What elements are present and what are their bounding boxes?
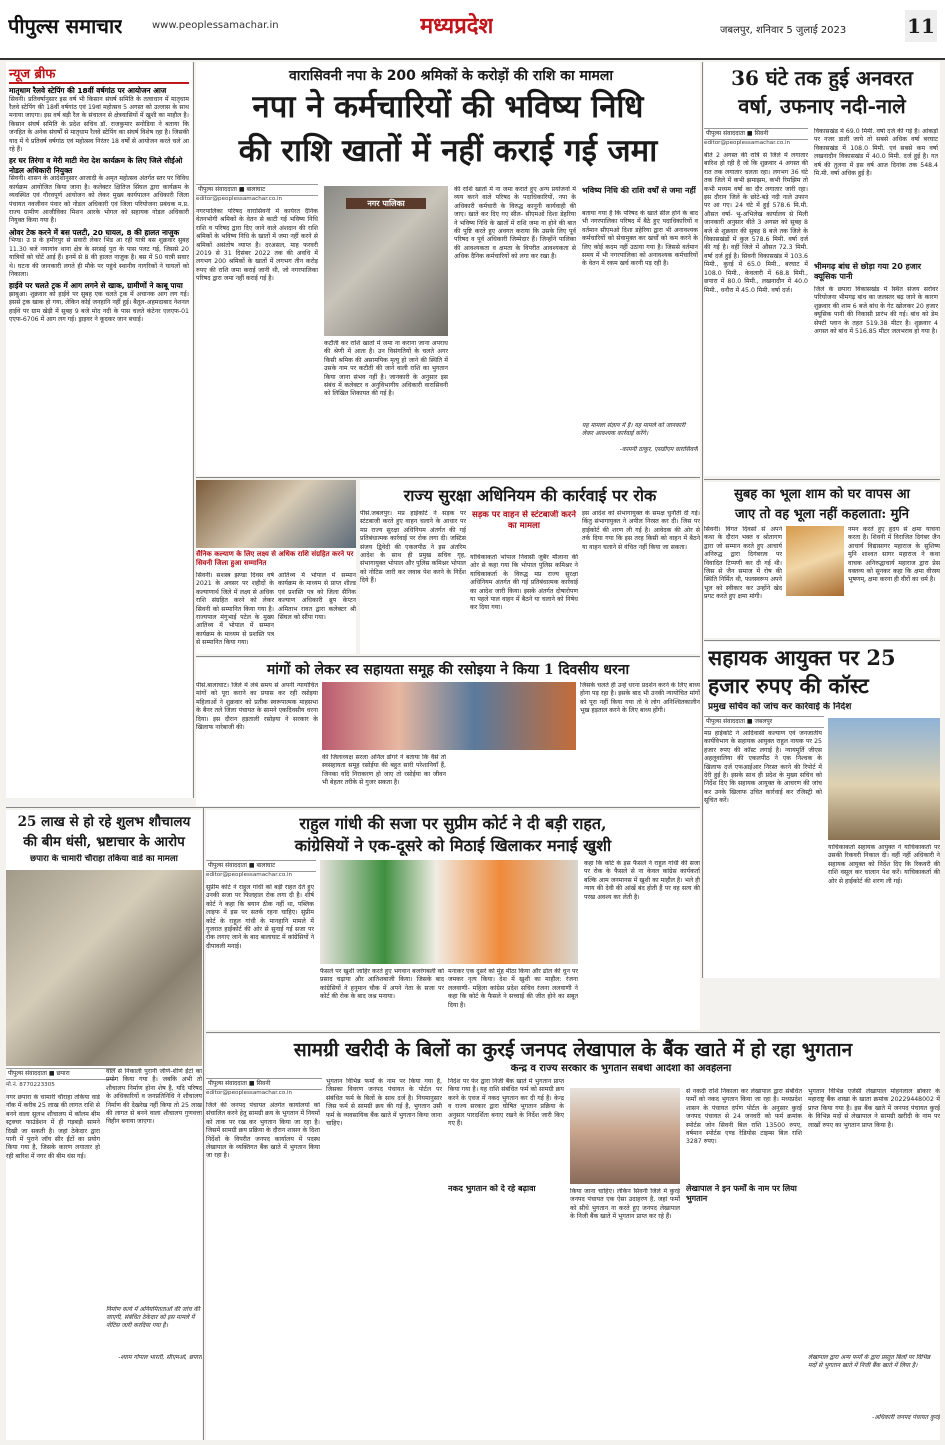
row-rule [196,477,700,478]
nsa-headline: राज्य सुरक्षा अधिनियम की कार्रवाई पर रोक [403,486,657,505]
brief-headline: मातृधाम रैलवे स्टेपिंग की 18वीं वर्षगांठ पर आयोजन आज [9,86,167,95]
lead-quote-author: -कामनी ठाकुर, एसडीएम वारासिवनी [619,446,698,453]
column-rule [702,62,703,978]
brief-item [9,281,189,324]
column-rule [193,62,194,798]
brief-body: सिवनी। शासन के आदेशानुसार आजादी के अमृत महोत्सव अंतर्गत स्तर पर विविध कार्यक्रम आयोजित किया जाना है। कलेक्टर क्षितिज सिंघल द्वारा कार्यक्रम के व्यवस्थित एवं गौरवपूर्ण आयोजन को लेकर मुख्य कार्यपालन अधिकारी जिला पंचायत नवजीवन पंवार को नोडल अधिकारी एवं जिला परियोजना प्रबंधक म.प्र. राज्य ग्रामीण आजीविका मिशन आरके भोगल को सहायक नोडल अधिकारी नियुक्त किया गया है। [9,175,189,225]
dharna-story [196,658,700,806]
janpad-story [206,1034,940,1440]
dateline: जबलपुर, शनिवार 5 जुलाई 2023 [720,25,847,36]
toilet-phone: मो.नं. 8770223305 [6,1082,55,1088]
lead-story [196,62,700,476]
news-brief-column [6,62,192,798]
brief-headline: ओवर टेक करने में बस पलटी, 20 घायल, 8 की हालत नाजुक [9,227,180,237]
news-brief-label: न्यूज ब्रीफ [9,64,189,84]
toilet-headline-2: की बीम धंसी, भ्रष्टाचार के आरोप [23,834,185,850]
assistant-headline-1: सहायक आयुक्त पर 25 [708,645,896,670]
toilet-photo [6,870,202,1066]
brief-body: भिण्ड। उ प्र के हमीरपुर से सवारी लेकर भिंड आ रही यात्री बस शुक्रवार सुबह 11.30 बजे नयागांव थाना क्षेत्र के सरसई पुरा के पास पलट गई, जिससे 20 यात्रियों को चोटें आई हैं। इनमें से 8 की हालत नाजुक है। बस में 50 यात्री सवार थे। घटना की जानकारी लगते ही मौके पर पहुंचे स्थानीय नागरिकों ने घायलों को निकाला। [9,237,189,278]
masthead [0,0,945,60]
rain-byline: पीपुल्स संवाददाता ■ सिवनी [704,128,808,140]
assistant-byline: पीपुल्स संवाददाता ■ जबलपुर [704,716,824,728]
brief-body: सिवनी। प्रतिवर्षानुसार इस वर्ष भी किसान संघर्ष समिति के तत्वाधान में मातृधाम रैलवे स्टेपिंग की 18वीं वर्षगांठ एवं 19वां महोत्सव 5 अगस्त को उल्लास के साथ मनाया जाएगा। इस वर्ष बड़ी रैल के संचालन से क्षेत्रवासियों में खुशी का माहौल है। किसान संघर्ष समिति के प्रदेश सचिव डॉ. राजकुमार सनोडिया ने बताया कि जनहित के अनेक संघर्षों से मातृधाम रैलवे स्टेपिंग का संघर्ष विशेष रहा है। जिसकी याद में ये प्रतिवर्ष वर्षगांठ एवं महोत्सव निरंतर 18 वर्षों से आयोजन करते चले आ रहे हैं। [9,95,189,153]
brief-headline: हाईवे पर चलते ट्रक में आग लगने से खाक, ग्रामीणों ने काबू पाया [9,281,183,291]
rain-sidebar-body: जिले के छपारा विकासखंड में स्थित संजय सरोवर परियोजना भीमगढ़ बांध का जलस्तर बढ़ जाने के कारण शुक्रवार की शाम 6 बजे बांध के गेट खोलकर 20 हजार क्यूसिक पानी की निकासी प्रारंभ की गई। बांध को डेम सेफ्टी प्लान के तहत 519.38 मीटर है। शुक्रवार 4 अगस्त को बांध में 516.85 मीटर जलभराव हो गया है। [814,286,938,336]
janpad-byline: पीपुल्स संवाददाता ■ सिवनी [206,1078,322,1090]
rahul-headline-1: राहुल गांधी की सजा पर सुप्रीम कोर्ट ने दी बड़ी राहत, [299,814,607,833]
nsa-body-2: यांचिकाकर्ता भोपाल निवासी जुबैर मौलाना की ओर से कहा गया कि भोपाल पुलिस कमिश्नर ने याचिकाकर्ता के विरुद्ध मप्र राज्य सुरक्षा अधिनियम अंतर्गत की गई प्रतिबंधात्मक कार्रवाई का आदेश जारी किया। इसके अंतर्गत दोषारोपण या पहले पाल वाहन में बैठने या चलाने को निषेध कर दिया गया। [470,554,578,612]
court-photo [828,718,940,840]
brief-body: झाबुआ। शुक्रवार को हाईवे पर सुबह एक चलते ट्रक में अचानक आग लग गई। इससे ट्रक खाक हो गया, लेकिन कोई जनहानि नहीं हुई। बैतूल-अहमदाबाद नेशनल हाईवे पर ग्राम खेड़ी में सुबह 9 बजे मोद नदी के पास चलते कंटेनर एलएफ-01 एएफ-6706 में आग लग गई। ड्राइवर ने कूदकर जान बचाई। [9,290,189,324]
assistant-body-2: याचिकाकर्ता सहायक आयुक्त ने याचिकाकर्ता पर उसकी रिकवरी निकाल दी। वहीं नहीं अधिकारी ने सहायक आयुक्त को निर्देश दिए कि रिकवरी की राशि वसूल कर चालान पेश करें। याचिकाकर्ता की ओर से हाईकोर्ट की शरण ली गई। [828,844,940,885]
dharna-headline: मांगों को लेकर स्व सहायता समूह की रसोइया ने किया 1 दिवसीय धरना [266,662,630,678]
janpad-photo [570,1088,680,1184]
janpad-body-1: जिले की जनपद पंचायत अंतर्गत कार्यालयों को संचालित करने हेतु सामग्री क्रय के भुगतान में नियमों को ताक पर रख कर भुगतान किया जा रहा है। जिसमें सामग्री क्रय प्रक्रिया के दौरान शासन के दिशा निर्देशों के विपरीत जनपद कार्यालय में पदस्थ लेखापाल के व्यक्तिगत बैंक खाते में भुगतान किया जा रहा है। [206,1102,320,1160]
rahul-story [206,810,700,1030]
lead-body-1: नगरपालिका परिषद वारासिवनी में कार्यरत दैनिक वेतनभोगी श्रमिकों के वेतन से काटी गई भविष्य निधि राशि व परिषद द्वारा दिए जाने वाले अंशदान की राशि श्रमिकों के भविष्य निधि के खातों में जमा नहीं करने से श्रमिकों असंतोष व्याप्त है। दरअसल, माह फरवरी 2019 से 31 दिसंबर 2022 तक की अवधि में लगभग 200 श्रमिकों के खातों में लगभग तीन करोड़ रुपए की राशि जमा कराई जानी थी, जो नगरपालिका परिषद द्वारा जमा नहीं कराई गई है। [196,208,318,283]
lead-body-2: कटौती कर राशि खातों में जमा ना कराना जाना अपराध की श्रेणी में आता है। उन विसंगतियों के चलते अगर किसी श्रमिक की असामयिक मृत्यु हो जाने की स्थिति में उसके नाम पर कटौती की जाने वाली राशि का भुगतान किया जाना संभव नहीं है। जानकारी के अनुसार इस संबंध में कलेक्टर व अनुविभागीय अधिकारी वारासिवनी को लिखित शिकायत की गई है। [324,340,448,398]
janpad-subhead: केन्द्र व राज्य सरकार के भुगतान संबंधी आदेशों की अवहेलना [510,1064,732,1074]
toilet-body-2: वाल से निकाली पुरानी जीर्ण-शीर्ण ईंटों का प्रयोग किया गया है। जबकि अभी तो शौचालय निर्माण होना शेष है, यदि परिषद के अधिकारियों व जनप्रतिनिधि ने शौचालय निर्माण की देखरेख नहीं किया तो 25 लाख की लागत से बनने वाला शौचालय गुणवत्ता विहीन बनाया जाएगा। [106,1068,202,1126]
row-rule [6,807,700,808]
rain-headline-1: 36 घंटे तक हुई अनवरत [731,66,913,90]
assistant-story [704,642,940,978]
toilet-body-1: नगर छपारा के चामारी चौराहा तकिया वार्ड नॉक में करीब 25 लाख की लागत राशि से बनने वाला सुलभ शौचालय में कॉलम बीम स्ट्रक्चर फाउंडेशन में ही गड़बड़ी सामने दिखी जा सकती है। जहां ठेकेदार द्वारा पानी में पुराने जॉय सीर ईंटों का प्रयोग किया गया है, जिसके कारण लगातार हो रही बारिश में नगर की बीम धंस गई। [6,1094,100,1160]
rahul-body-2: फैसले पर खुशी जाहिर करते हुए भगवान बजरंगबली को प्रसाद चढ़ाया और आतिशबाजी किया। जिसके बाद कांग्रेसियों ने हनुमान चौक में अपने नेता के सजा पर कोर्ट की रोक के बाद जश्न मनाया। [320,968,444,1001]
dharna-photo [322,682,576,750]
assistant-body-1: मप्र हाईकोर्ट ने आदिवासी कल्याण एवं जनजातीय कार्यविभाग के सहायक आयुक्त राहुल नायक पर 25 हजार रुपए की कॉस्ट लगाई है। न्यायमूर्ति जीएस अहलूवालिया की एकलपीठ ने एक निश्चक के खिलाफ दर्ज एफआईआर निरस्त करने की रिपोर्ट में देरी हुई है। इसके साथ ही प्रदेश के मुख्य सचिव को निर्देश दिए कि सहायक आयुक्त के आचरण की जांच कर उनके खिलाफ उचित कार्रवाई कर रजिस्ट्री को सूचित करें। [704,730,822,805]
lead-quote: यह मामला संज्ञान में है। यह मामले को जानकारी लेकर आवश्यक कार्रवाई करेंगे। [582,422,686,437]
rahul-photo [320,860,578,964]
row-rule [196,656,700,657]
toilet-quote-author: -श्याम गोपाल भारती, सीएमओ, छपारा [118,1354,202,1361]
rahul-byline: पीपुल्स संवाददाता ■ बालाघाट [206,860,316,872]
muni-headline-1: सुबह का भूला शाम को घर वापस आ [734,487,910,502]
dharna-body-3: जिसके चलते ही उन्हें धरना प्रदर्शन करने के लिए बाध्य होना पड़ रहा है। इसके बाद भी उनकी न्यायोचित मांगों को पूरा नहीं किया गया तो वे लोग अनिश्चितकालीन भूख हड़ताल करने के लिए बाध्य होंगी। [580,682,700,715]
army-body-2: आतिथ्य में भोपाल में सम्मान कार्यक्रम के माध्यम से प्राप्त शील्ड एवं प्रशस्ति पत्र को जिला सैनिक कल्याण अधिकारी ब्रुप केप्टन अमिताभ रावत द्वारा कलेक्टर श्री सिंघल को सौंपा गया। [278,572,356,622]
rahul-body-1: सुप्रीम कोर्ट ने राहुल गांधी को बड़ी राहत देते हुए उनकी सजा पर फिलहाल रोक लगा दी है। शीर्ष कोर्ट ने कहा कि बयान ठीक नहीं था, पब्लिक लाइफ में इस पर सतर्क रहना चाहिए। सुप्रीम कोर्ट के राहुल गांधी के मानहानि मामले में गुजरात हाईकोर्ट की ओर से सुनाई गई सजा पर रोक लगाए जाने के बाद बालाघाट में कांग्रेसियों ने दीपावली मनाई। [206,884,314,950]
rahul-body-4: कहा कि कोर्ट के इस फैसले ने राहुल गांधी की सजा पर रोक के फैसले से ना केवल कांग्रेस कार्यकर्ता बल्कि आम जनमानस में खुशी का माहौल है। भले ही न्याय की देवी की आंखें बंद होती हैं पर वह सत्य की परख अवश्य कर लेती है। [584,860,700,901]
nsa-pullquote: सड़क पर वाहन से स्टंटबाजी करने का मामला [472,510,576,531]
column-rule [203,808,204,1440]
brief-item [9,86,189,154]
lead-email: editor@peoplessamachar.co.in [196,196,283,202]
janpad-email: editor@peoplessamachar.co.in [206,1090,293,1096]
janpad-body-6: भुगतान विभिन्न एजेंसी लेखापाल मोहनलाल ब्रोकार के महाराष्ट्र बैंक शाखा के खाता क्रमांक 20229448002 में प्राप्त किया गया है। इस बैंक खाते में जनपद पंचायत कुरई के विभिन्न मदों से लेखापाल ने सामग्री खरीदी के नाम पर लाखों रुपए का भुगतान प्राप्त किया है। [808,1088,940,1129]
army-body-1: सिवनी। सशस्त्र झण्डा दिवस वर्ष 2021 के अवसर पर शहीदों के कल्याणार्थ जिले में लक्ष्य से अधिक राशि संग्रहित करने को लेकर सिवनी को सम्मानित किया गया है। राज्यपाल मंगुभाई पटेल के मुख्य आतिथ्य में भोपाल में सम्मान कार्यक्रम के माध्यम से प्रशस्ति पत्र से सम्मानित किया गया। [196,572,274,647]
muni-body-2: नमन करते हुए हृदय से क्षमा याचना करता है। शिवनी में विराजित दिगंबर जैन आचार्य विद्यासागर महाराज के सुशिष्य मुनि शाश्वत सागर महाराज ने कथा वाचक अनिरुद्धाचार्य महाराज द्वारा प्रेस वक्तव्य को सुनकर कहा कि क्षमा वीरस्य भूषणम्, क्षमा करना ही वीरों का धर्म है। [848,526,940,584]
janpad-body-2: भुगतान विभिन्न फर्मों के नाम पर किया गया है, जिसका विवरण जनपद पंचायत के पोर्टल पर संबंधित फर्म के बिलों के साथ दर्ज है। नियमानुसार जिस फर्म से सामग्री क्रय की गई है, भुगतान उसी फर्म के व्यवसायिक बैंक खाते में भुगतान किया जाना चाहिए। [326,1078,442,1128]
rain-body-2: विकासखंड में 69.0 मिमी. वर्षा दर्ज की गई है। आंकड़ों पर नजर डाली जाये तो सबसे अधिक वर्षा बरघाट विकासखंड में 108.0 मिमी. एवं सबसे कम वर्षा लखनादौन विकासखंड में 40.0 मिमी. दर्ज हुई है। गत वर्ष की तुलना में इस वर्ष आज दिनांक तक 548.4 मि.मी. वर्षा अधिक हुई है। [814,128,938,178]
muni-photo [786,526,844,596]
toilet-quote: निर्माण कार्य में अनियमितताओं की जांच की जाएगी, संबंधित ठेकेदार को इस मामले में नोटिस जारी करदिया गया है। [106,1306,200,1329]
janpad-quote: लेखापाल द्वारा अन्य फर्मों के द्वारा प्रस्तुत बिलों पर विभिन्न मदों से भुगतान खाते में निजी बैंक खाते में लिया है। [808,1354,931,1369]
rahul-email: editor@peoplessamachar.co.in [206,872,293,878]
lead-photo [324,186,448,336]
janpad-quote-author: -अधिकारी जनपद पंचायत कुरई [872,1414,940,1421]
army-photo [196,480,356,548]
janpad-body-4: किया जाना चाहिए। लेकिन सिवनी जिले में कुरई जनपद पंचायत एक ऐसा उदाहरण है, जहां फर्मों को सीधे भुगतान ना करते हुए जनपद लेखापाल के निजी बैंक खाते में भुगतान प्राप्त कर रहे हैं। [570,1188,680,1221]
page-number: 11 [905,10,937,42]
assistant-subhead: प्रमुख सचिव को जांच कर कार्रवाई के निर्देश [708,702,852,712]
rain-story [704,62,940,476]
rain-headline-2: वर्षा, उफनाए नदी-नाले [738,94,906,118]
lead-body-3: की राशि खातों में ना जमा कराते हुए अन्य प्रयोजनों में व्यय करने वाले परिषद के पदाधिकारियों, नपा के अधिकारी कर्मचारी के विरुद्ध कानूनी कार्यवाही की जाए। खाते कर दिए गए सील- सीएमओ दिशा डेहरिया ने भविष्य निधि के खातों में राशि जमा ना होने की बात की पुष्टि करते हुए अवगत कराया कि उसके लिए पूर्व परिषद व पूर्व अधिकारी जिम्मेदार हैं। जिन्होंने पालिका की आवश्यकता व क्षमता के विपरीत आवश्यकता से अधिक दैनिक कर्मचारियों को लगा कर रखा है। [454,186,576,261]
lead-sidebar-head: भविष्य निधि की राशि वर्षों से जमा नहीं [582,186,696,195]
army-story [196,480,356,654]
brief-headline: हर घर तिरंगा व मेरी माटी मेरा देश कार्यक्रम के लिए जिले सीईओ नोडल अधिकारी नियुक्त [9,156,183,175]
lead-headline-1: नपा ने कर्मचारियों की भविष्य निधि [252,89,644,125]
website[interactable]: www.peoplessamachar.in [152,20,279,31]
muni-body-1: सिवनी। विगत दिवसों से अपने कथा के दौरान भक्त व श्रोतागण द्वारा जो सम्मान करते हुए आचार्य अनिरुद्ध द्वारा दिगंबरत्व पर विवादित टिप्पणी कर दी गई थी। जिस से जैन समाज में रोष की स्थिति निर्मित थी, फलस्वरूप अपने भूल को स्वीकार कर उन्होंने खेद प्रगट करते हुए क्षमा मांगी। [704,526,782,601]
toilet-story [6,810,202,1440]
army-caption: सैनिक कल्याण के लिए लक्ष्य से अधिक राशि संग्रहित करने पर सिवनी जिला हुआ सम्मानित [196,550,354,567]
toilet-photo-byline: पीपुल्स संवाददाता ■ छपारा [6,1068,116,1080]
muni-headline-2: जाए तो वह भूला नहीं कहलाता: मुनि [734,507,910,522]
paper-name: पीपुल्स समाचार [8,14,123,38]
row-rule [704,640,940,641]
janpad-sidebar2-head: लेखापाल ने इन फर्मों के नाम पर लिया भुगतान [686,1184,797,1203]
janpad-headline: सामग्री खरीदी के बिलों का कुरई जनपद लेखापाल के बैंक खाते में हो रहा भुगतान [293,1039,853,1061]
janpad-body-3: निर्देश पर फेर द्वारा निजी बैंक खाते में भुगतान प्राप्त किया गया है। यह राशि संबंधित फर्म को सामग्री क्रय करने के एवज में नकद भुगतान कर दी गई है। केन्द्र व राज्य सरकार द्वारा घोषित भुगतान प्रक्रिया के अनुसार पारदर्शिता बनाए रखने के निर्देश जारी किए गए हैं। [448,1078,564,1128]
photo-sign: नगर पालिका [346,198,426,209]
lead-byline: पीपुल्स संवाददाता ■ बालाघाट [196,184,318,196]
toilet-headline-1: 25 लाख से हो रहे शुलभ शौचालय [17,814,191,830]
rain-body-1: बीते 2 अगस्त की रात्रि से जिले में लगातार बारिश हो रही है जो कि शुक्रवार 4 अगस्त की रात तक लगातार चलता रहा। लगभग 36 घंटे तक जिले में कभी झमाझम, कभी रिमझिम तो कभी मध्यम वर्षा का दौर लगातार जारी रहा। इस दौरान जिले के छोटे-बड़े नदी नाले उफान पर आ गए। 24 घंटे में हुई 578.6 मि.मी. औसत वर्षा- भू-अभिलेख कार्यालय से मिली जानकारी अनुसार बीते 3 अगस्त को सुबह 8 बजे से शुक्रवार की सुबह 8 बजे तक जिले के विकासखंडों में कुल 578.6 मिमी. वर्षा दर्ज की गई है। वहीं जिले में औसत 72.3 मिमी. वर्षा दर्ज हुई है। सिवनी विकासखंड में 103.6 मिमी., कुरई में 65.0 मिमी., बरघाट में 108.0 मिमी., केवलारी में 68.8 मिमी., छपारा में 80.0 मिमी., लखनादौन में 40.0 मिमी., धनौरा में 45.0 मिमी. वर्षा दर्ज। [704,152,808,294]
lead-sidebar-body: बताया गया है कि परिषद के खाते सील होने के बाद भी नगरपालिका परिषद में बैठे हुए पदाधिकारियों व वर्तमान सीएमओ दिशा डहेरिया द्वारा भी अनावश्यक कर्मचारियों को सेवामुक्त कर खर्चों को कम करने के लिए कोई कदम नहीं उठाया गया है। जिससे वर्तमान समय में भी नगरपालिका को अनावश्यक कर्मचारियों के वेतन में रकम खर्च करनी पड़ रही है। [582,210,698,268]
dharna-body-1: पीसं.बालाघाट। जिले में लंबे समय से अपनी न्यायोचित मांगों को पूरा कराने का प्रयास कर रही रसोइया महिलाओं ने शुक्रवार को प्रतीक स्वरूपात्मक माहसभा के बैनर तले जिला पंचायत के सामने एकदिवसीय धरना दिया। इस दौरान हड़ताली रसोइया ने सरकार के खिलाफ नारेबाजी की। [196,682,318,732]
nsa-body-3: इस आदेश को संभागायुक्त के समक्ष चुनौती दी गई। किंतु संभागायुक्त ने अपील निरस्त कर दी। जिस पर हाईकोर्ट की शरण ली गई है। आवेदक की ओर से तर्क दिया गया कि इस तरह किसी को वाहन में बैठने या वाहन चलाने से वंचित नहीं किया जा सकता। [582,510,700,551]
section-title: मध्यप्रदेश [420,13,494,39]
nsa-body-1: पीसं.जबलपुर। मप्र हाईकोर्ट ने सड़क पर स्टंटबाजी करते हुए वाहन चलाने के आधार पर मप्र राज्य सुरक्षा अधिनियम अंतर्गत की गई प्रतिबंधात्मक कार्रवाई पर रोक लगा दी। जस्टिस संजय द्विवेदी की एकलपीठ ने इस अंतरिम आदेश के साथ ही प्रमुख सचिव गृह, संभागायुक्त भोपाल और पुलिस कमिश्नर भोपाल को नोटिस जारी कर जवाब पेश करने के निर्देश दिये हैं। [360,510,466,585]
rain-sidebar-head: भीमगढ़ बांध से छोड़ा गया 20 हजार क्यूसिक पानी [814,262,922,281]
brief-item [9,156,189,225]
lead-headline-2: की राशि खातों में नहीं कराई गई जमा [238,133,658,169]
assistant-headline-2: हजार रुपए की कॉस्ट [708,673,869,698]
rahul-headline-2: कांग्रेसियों ने एक-दूसरे को मिठाई खिलाकर मनाई खुशी [294,836,612,855]
dharna-body-2: की जिलाध्यक्ष सरला अनिल डोंगरे ने बताया कि वैसे तो स्वसहायता समूह रसोईया की बहुत सारी परेशानियाँ हैं, जिनका यदि निराकरण हो जाए तो रसोईया का जीवन भी बेहतर तरीके से गुजर सकता है। [322,754,446,787]
toilet-subhead: छपारा के चामारी चौराहा तकिया वार्ड का मामला [30,854,178,864]
row-rule [704,479,940,480]
row-rule [206,1032,940,1033]
rahul-body-3: मनाकर एक दूसरे को मुंह मीठा किया और ढोल की धुन पर जमकर नृत्य किया। देश में खुशी का माहौल: रंजना ललवाणी- महिला कांग्रेस प्रदेश सचिव रंजना ललवाणी ने कहा कि कोर्ट के फैसले ने सच्चाई की जीत होने का सबूत दिया है। [448,968,578,1009]
janpad-body-5: से नकदी राशि निकाला कर लेखापाल द्वारा संबंधित फर्मों को नकद भुगतान किया जा रहा है। मध्यप्रदेश शासन के पंचायत दर्पण पोर्टल के अनुसार कुरई जनपद पंचायत से 24 जनवरी को फर्म क्रमांक स्पोर्टस जोन सिवनी बिल राशि 13500 रुपए, वर्षमान स्पोर्टस एण्ड रेडियोस टाइम्स बिल राशि 3287 रुपए। [686,1088,802,1146]
rain-email: editor@peoplessamachar.co.in [704,140,791,146]
brief-item [9,228,189,280]
lead-kicker: वारासिवनी नपा के 200 श्रमिकों के करोड़ों की राशि का मामला [288,68,614,84]
nsa-story [360,480,700,654]
janpad-sidebar-head: नकद भुगतान को दे रहे बढ़ावा [448,1184,536,1193]
muni-story [704,482,940,638]
